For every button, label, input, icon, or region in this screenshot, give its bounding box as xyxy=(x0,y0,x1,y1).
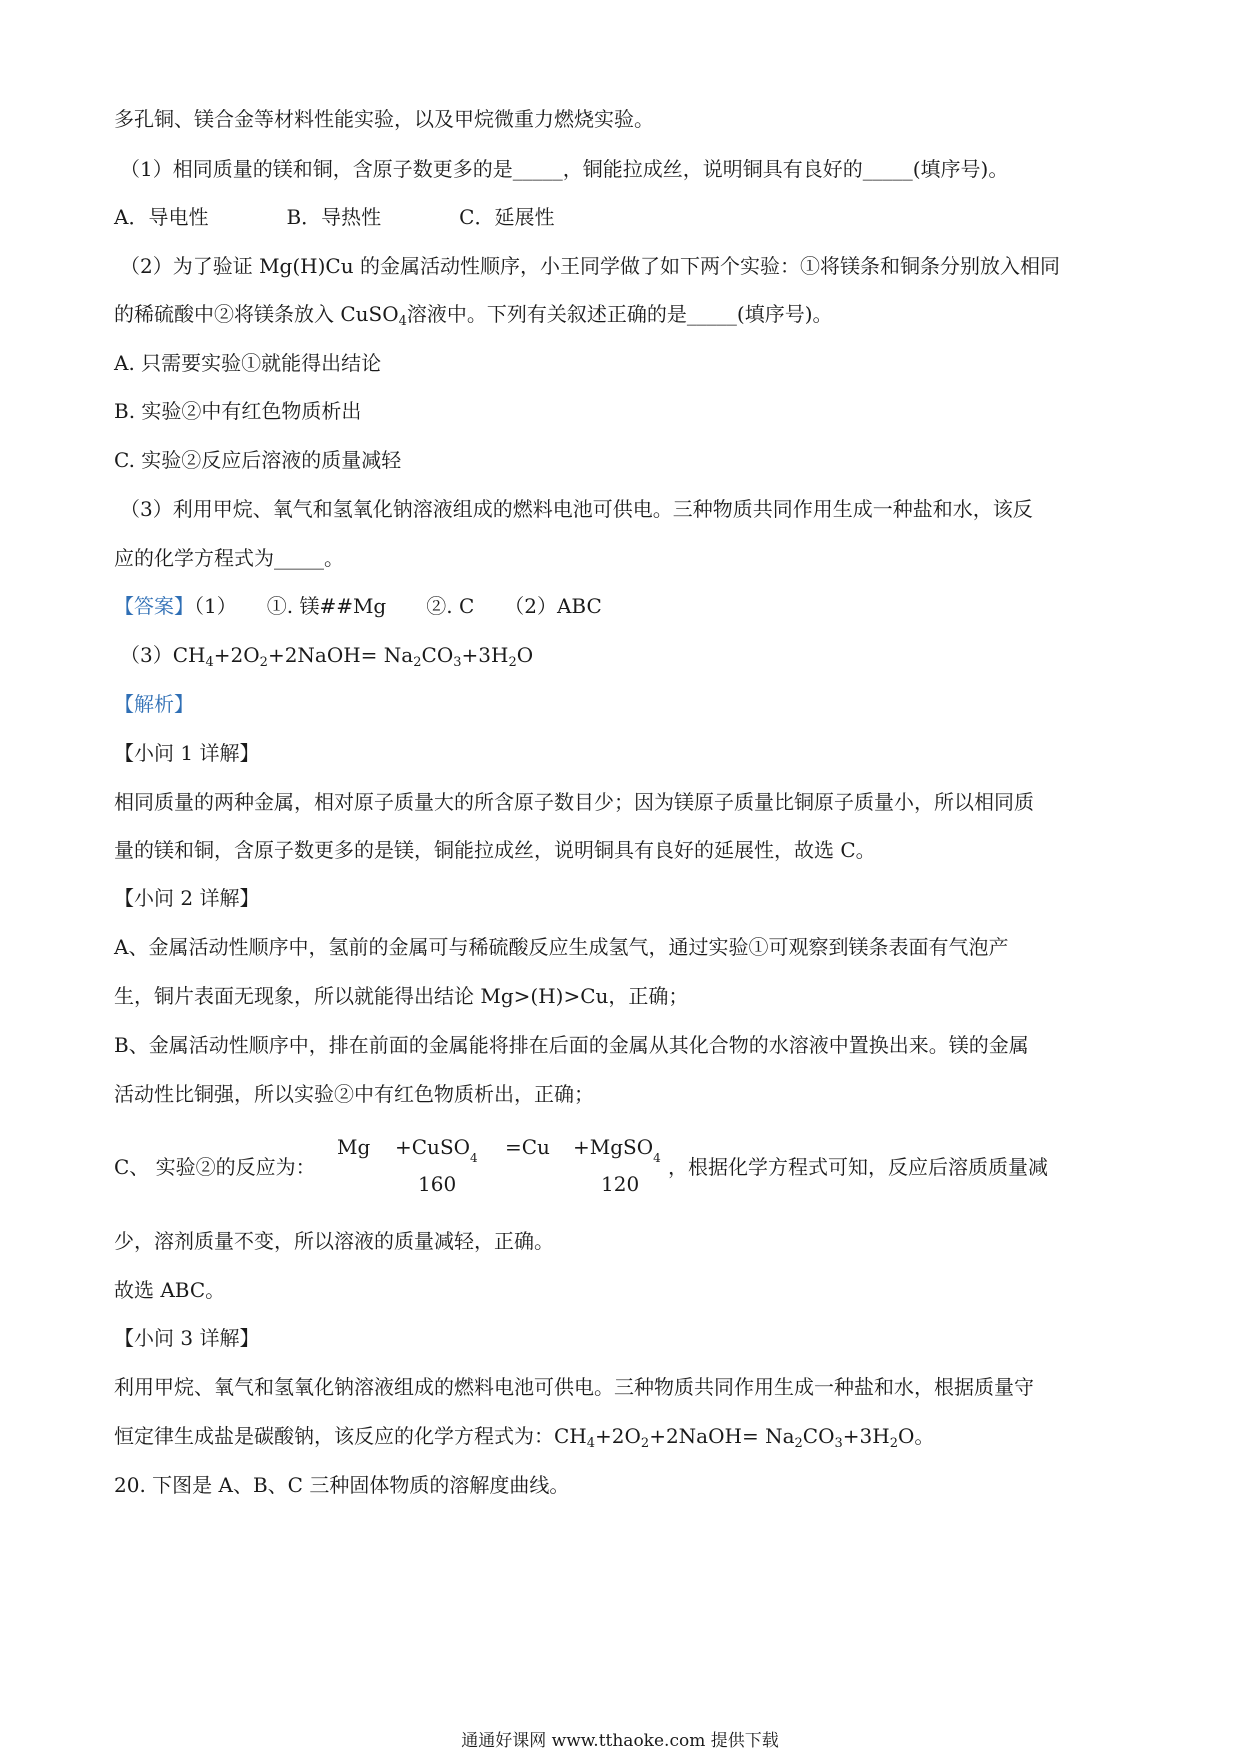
sub-question-2-heading: 【小问 2 详解】 xyxy=(114,886,260,910)
question-1: （1）相同质量的镁和铜，含原子数更多的是_____，铜能拉成丝，说明铜具有良好的_____(填序号)。 xyxy=(120,157,1009,181)
sub-question-2-c-prefix: C、 实验②的反应为： xyxy=(114,1155,316,1179)
sub-question-1-line-1: 相同质量的两种金属，相对原子质量大的所含原子数目少；因为镁原子质量比铜原子质量小，所以相同质 xyxy=(114,790,1034,814)
sub-question-2-a-line-2: 生，铜片表面无现象，所以就能得出结论 Mg>(H)>Cu，正确； xyxy=(114,984,689,1008)
question-1-options xyxy=(114,203,554,231)
sub-question-3-line-2: 恒定律生成盐是碳酸钠，该反应的化学方程式为：$CH_4+2O_2+2NaOH= Na_2CO_3+3H_2O$。 xyxy=(114,1424,935,1451)
footer-watermark: 通通好课网 www.tthaoke.com 提供下载 xyxy=(461,1731,779,1751)
question-2-line-1: （2）为了验证 Mg(H)Cu 的金属活动性顺序，小王同学做了如下两个实验：①将镁条和铜条分别放入相同 xyxy=(120,254,1060,278)
answer-line-1 xyxy=(114,592,602,620)
sub-question-1-line-2: 量的镁和铜，含原子数更多的是镁，铜能拉成丝，说明铜具有良好的延展性，故选 C。 xyxy=(114,838,876,862)
sub-question-2-b-line-2: 活动性比铜强，所以实验②中有红色物质析出，正确； xyxy=(114,1082,594,1106)
sub-question-2-conclusion: 故选 ABC。 xyxy=(114,1278,226,1302)
sub-question-2-c-suffix: ，根据化学方程式可知，反应后溶质质量减 xyxy=(668,1155,1048,1179)
question-2-option-b: B. 实验②中有红色物质析出 xyxy=(114,399,362,423)
question-3-line-2: 应的化学方程式为_____。 xyxy=(114,546,344,570)
sub-question-3-heading: 【小问 3 详解】 xyxy=(114,1326,260,1350)
intro-text: 多孔铜、镁合金等材料性能实验，以及甲烷微重力燃烧实验。 xyxy=(114,107,654,131)
question-3-line-1: （3）利用甲烷、氧气和氢氧化钠溶液组成的燃料电池可供电。三种物质共同作用生成一种盐和水，该反 xyxy=(120,497,1033,521)
option-b: B．导热性 xyxy=(286,205,382,229)
reaction-mgso4: +MgSO$_4$ xyxy=(573,1135,661,1165)
sub3-equation: $CH_4+2O_2+2NaOH= Na_2CO_3+3H_2O$。 xyxy=(554,1424,935,1451)
answer-tag: 【答案】 xyxy=(114,594,194,618)
reaction-cu: =Cu xyxy=(505,1135,550,1159)
answer-equation: $CH_4+2O_2+2NaOH= Na_2CO_3+3H_2O$ xyxy=(172,643,534,670)
sub-question-2-a-line-1: A、金属活动性顺序中，氢前的金属可与稀硫酸反应生成氢气，通过实验①可观察到镁条表面有气泡产 xyxy=(114,935,1009,959)
reaction-mass-mgso4: 120 xyxy=(601,1172,640,1196)
sub-question-2-b-line-1: B、金属活动性顺序中，排在前面的金属能将排在后面的金属从其化合物的水溶液中置换出来。镁的金属 xyxy=(114,1033,1029,1057)
option-c: C．延展性 xyxy=(459,205,555,229)
sub-question-1-heading: 【小问 1 详解】 xyxy=(114,741,260,765)
question-2-option-a: A. 只需要实验①就能得出结论 xyxy=(114,351,382,375)
sub-question-3-line-1: 利用甲烷、氧气和氢氧化钠溶液组成的燃料电池可供电。三种物质共同作用生成一种盐和水，根据质量守 xyxy=(114,1375,1034,1399)
sub-question-2-c-line-2: 少，溶剂质量不变，所以溶液的质量减轻，正确。 xyxy=(114,1229,554,1253)
question-2-option-c: C. 实验②反应后溶液的质量减轻 xyxy=(114,448,402,472)
answer-1: （1） ①. 镁##Mg ②. C （2）ABC xyxy=(194,594,602,618)
reaction-cuso4: +CuSO$_4$ xyxy=(395,1135,478,1165)
answer-line-2: $(3)CH_4+2O_2+2NaOH= Na_2CO_3+3H_2O$ xyxy=(120,643,534,670)
question-20: 20. 下图是 A、B、C 三种固体物质的溶解度曲线。 xyxy=(114,1473,570,1497)
reaction-mg: Mg xyxy=(337,1135,371,1159)
reaction-mass-cuso4: 160 xyxy=(418,1172,457,1196)
analysis-tag: 【解析】 xyxy=(114,692,194,716)
question-2-line-2: 的稀硫酸中②将镁条放入 CuSO$_4$溶液中。下列有关叙述正确的是_____(填序号)。 xyxy=(114,302,833,329)
option-a: A．导电性 xyxy=(114,205,209,229)
